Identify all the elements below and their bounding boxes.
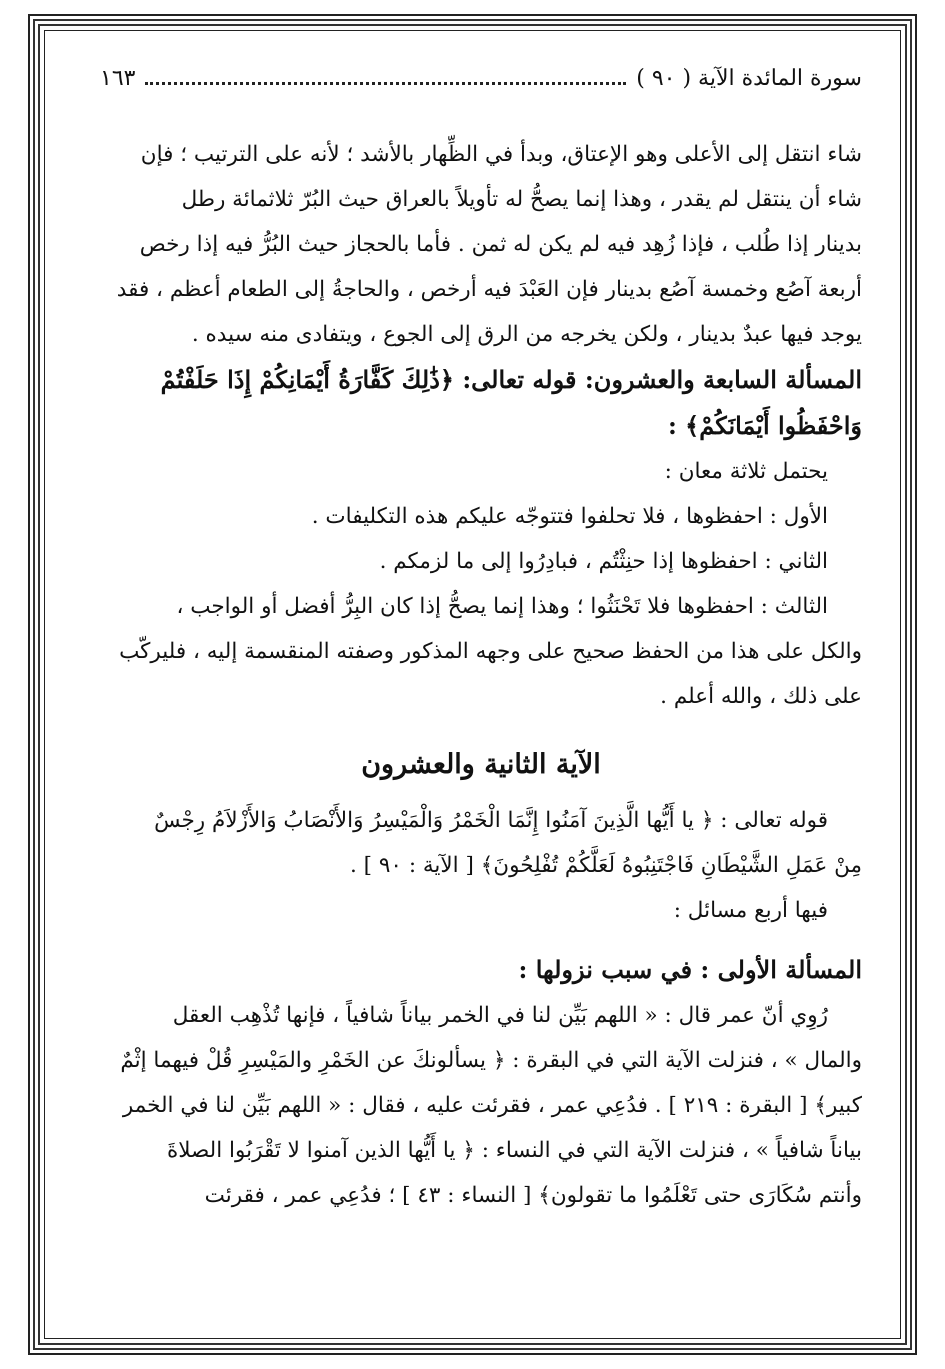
issue-1-text — [100, 993, 862, 1218]
text-line: شاء أن ينتقل لم يقدر ، وهذا إنما يصحُّ له تأويلاً بالعراق حيث البُرّ ثلاثمائة رطل — [181, 187, 862, 212]
text-line: مِنْ عَمَلِ الشَّيْطَانِ فَاجْتَنِبُوهُ لَعَلَّكُمْ تُفْلِحُونَ﴾ [ الآية : ٩٠ ] . — [349, 853, 862, 878]
text-line: رُوِي أنّ عمر قال : « اللهم بَيِّن لنا في الخمر بياناً شافياً ، فإنها تُذْهِب العقل — [172, 1003, 828, 1028]
four-issues: فيها أربع مسائل : — [673, 898, 828, 923]
page-number: ١٦٣ — [100, 66, 136, 91]
text-line: شاء انتقل إلى الأعلى وهو الإعتاق، وبدأ في الظِّهار بالأشد ؛ لأنه على الترتيب ؛ فإن — [140, 142, 862, 167]
text-line: أربعة آصُع وخمسة آصُع بدينار فإن العَبْدَ فيه أرخص ، والحاجةُ إلى الطعام أعظم ، فقد — [116, 277, 862, 302]
meaning-first: الأول : احفظوها ، فلا تحلفوا فتتوجّه عليكم هذه التكليفات . — [311, 504, 828, 529]
meaning-third — [100, 584, 862, 719]
paragraph-1 — [100, 132, 862, 357]
text-line: وأنتم سُكَارَى حتى تَعْلَمُوا ما تقولون﴾ [ النساء : ٤٣ ] ؛ فدُعِي عمر ، فقرئت — [204, 1183, 862, 1208]
verse-block — [100, 798, 862, 888]
heading-line: وَاحْفَظُوا أَيْمَانَكُمْ﴾ : — [667, 411, 862, 440]
text-line: بدينار إذا طُلب ، فإذا زُهِد فيه لم يكن له ثمن . فأما بالحجاز حيث البُرُّ فيه إذا رخص — [139, 232, 862, 257]
text-line: والكل على هذا من الحفظ صحيح على وجهه المذكور وصفته المنقسمة إليه ، فليركّب — [119, 639, 862, 664]
meanings-intro: يحتمل ثلاثة معان : — [664, 459, 828, 484]
issue-27-heading — [100, 357, 862, 449]
spacer — [100, 933, 862, 947]
header-leader-dots — [145, 68, 626, 85]
text-line: الثالث : احفظوها فلا تَحْنَثُوا ؛ وهذا إنما يصحُّ إذا كان البِرُّ أفضل أو الواجب ، — [176, 594, 828, 619]
page-content — [100, 66, 862, 1296]
text-line: والمال » ، فنزلت الآية التي في البقرة : ﴿ يسألونكَ عن الخَمْرِ والمَيْسِرِ قُلْ فيهما إثْمٌ — [120, 1048, 862, 1073]
text-line: بياناً شافياً » ، فنزلت الآية التي في النساء : ﴿ يا أَيُّها الذين آمنوا لا تَقْرَبُوا الصلاةَ — [166, 1138, 862, 1163]
text-line: قوله تعالى : ﴿ يا أَيُّها الَّذِينَ آمَنُوا إِنَّمَا الْخَمْرُ وَالْمَيْسِرُ وَالأَنْصَابُ وَالأَزْلاَمُ رِجْسٌ — [154, 808, 828, 833]
heading-line: المسألة السابعة والعشرون: قوله تعالى: ﴿ذَٰلِكَ كَفَّارَةُ أَيْمَانِكُمْ إِذَا حَلَفْتُمْ — [160, 365, 862, 394]
issue-1-heading: المسألة الأولى : في سبب نزولها : — [518, 955, 862, 984]
text-line: كبير﴾ [ البقرة : ٢١٩ ] . فدُعِي عمر ، فقرئت عليه ، فقال : « اللهم بَيِّن لنا في الخمر — [122, 1093, 862, 1118]
header-title: سورة المائدة الآية ( ٩٠ ) — [636, 66, 862, 91]
section-title: الآية الثانية والعشرون — [361, 749, 601, 780]
text-line: يوجد فيها عبدٌ بدينار ، ولكن يخرجه من الرق إلى الجوع ، ويتفادى منه سيده . — [191, 322, 862, 347]
meaning-second: الثاني : احفظوها إذا حنِثْتُم ، فبادِرُوا إلى ما لزمكم . — [379, 549, 828, 574]
running-header — [100, 66, 862, 106]
text-line: على ذلك ، والله أعلم . — [660, 684, 862, 709]
